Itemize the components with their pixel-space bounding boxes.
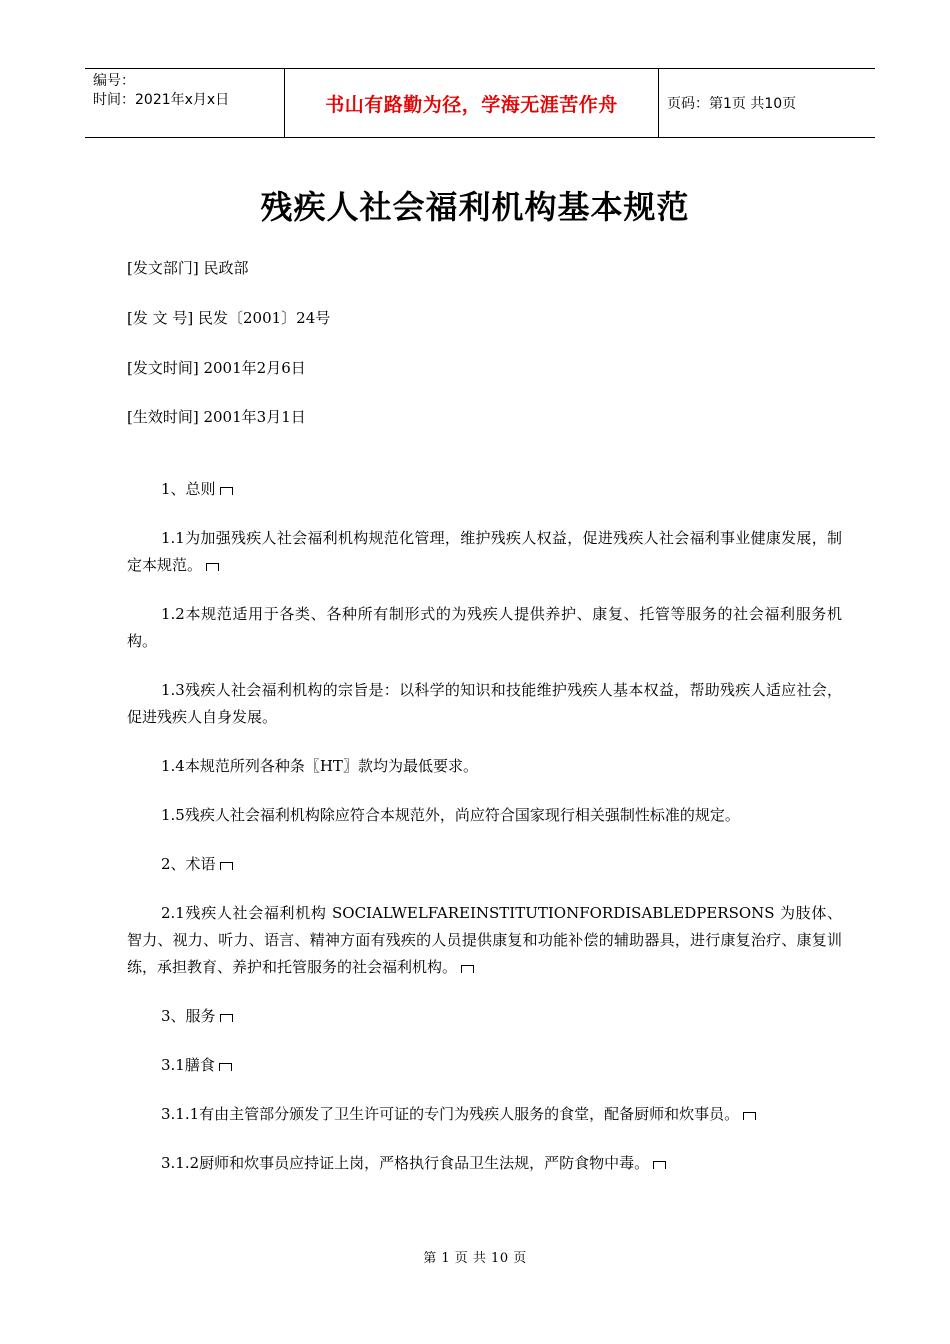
paragraph-text: 2.1残疾人社会福利机构 SOCIALWELFAREINSTITUTIONFORDISABLEDPERSONS 为肢体、智力、视力、听力、语言、精神方面有残疾的人员提供康复和功能补偿的辅助器具，进行康复治疗、康复训练，承担教育、养护和托管服务的社会福利机构。	[127, 904, 842, 976]
meta-effective-date: [生效时间] 2001年3月1日	[127, 408, 306, 426]
header-info-cell	[85, 69, 285, 137]
document-title: 残疾人社会福利机构基本规范	[260, 188, 690, 226]
paragraph-text: 1.1为加强残疾人社会福利机构规范化管理，维护残疾人权益，促进残疾人社会福利事业健康发展，制定本规范。	[127, 529, 842, 574]
paragraph-text: 3.1.1有由主管部分颁发了卫生许可证的专门为残疾人服务的食堂，配备厨师和炊事员。	[161, 1105, 740, 1123]
body-paragraph	[127, 677, 842, 731]
paragraph-text: 1、总则	[161, 480, 216, 498]
paragraph-mark-icon	[219, 1063, 232, 1071]
paragraph-text: 2、术语	[161, 855, 216, 873]
paragraph-mark-icon	[653, 1161, 666, 1169]
meta-doc-number: [发 文 号] 民发〔2001〕24号	[127, 309, 331, 327]
page-header	[85, 68, 875, 138]
paragraph-mark-icon	[743, 1112, 756, 1120]
page-footer: 第 1 页 共 10 页	[423, 1251, 527, 1266]
time-label: 时间：2021年x月x日	[93, 92, 230, 108]
header-page-cell	[659, 69, 875, 137]
paragraph-mark-icon	[220, 487, 233, 495]
meta-issue-date: [发文时间] 2001年2月6日	[127, 359, 306, 377]
body-paragraph	[127, 601, 842, 655]
paragraph-text: 3.1.2厨师和炊事员应持证上岗，严格执行食品卫生法规，严防食物中毒。	[161, 1154, 650, 1172]
body-paragraph	[127, 900, 842, 981]
body-paragraph	[127, 1150, 842, 1177]
body-paragraph	[127, 1003, 842, 1030]
paragraph-mark-icon	[220, 862, 233, 870]
motto-text: 书山有路勤为径，学海无涯苦作舟	[325, 93, 618, 116]
paragraph-text: 1.2本规范适用于各类、各种所有制形式的为残疾人提供养护、康复、托管等服务的社会福利服务机构。	[127, 605, 842, 650]
paragraph-text: 1.3残疾人社会福利机构的宗旨是：以科学的知识和技能维护残疾人基本权益，帮助残疾人适应社会，促进残疾人自身发展。	[127, 681, 842, 726]
body-paragraph	[127, 802, 842, 829]
body-paragraph	[127, 525, 842, 579]
paragraph-text: 3.1膳食	[161, 1056, 215, 1074]
document-body	[127, 476, 842, 1199]
body-paragraph	[127, 476, 842, 503]
paragraph-mark-icon	[206, 563, 219, 571]
paragraph-text: 3、服务	[161, 1007, 216, 1025]
meta-issuer: [发文部门] 民政部	[127, 259, 249, 277]
body-paragraph	[127, 1052, 842, 1079]
body-paragraph	[127, 851, 842, 878]
number-label: 编号：	[93, 73, 135, 89]
paragraph-mark-icon	[461, 965, 474, 973]
page-info: 页码：第1页 共10页	[667, 96, 797, 112]
paragraph-text: 1.5残疾人社会福利机构除应符合本规范外，尚应符合国家现行相关强制性标准的规定。	[161, 806, 740, 824]
paragraph-text: 1.4本规范所列各种条〖HT〗款均为最低要求。	[161, 757, 478, 775]
paragraph-mark-icon	[220, 1014, 233, 1022]
body-paragraph	[127, 753, 842, 780]
body-paragraph	[127, 1101, 842, 1128]
header-motto-cell	[285, 69, 659, 137]
